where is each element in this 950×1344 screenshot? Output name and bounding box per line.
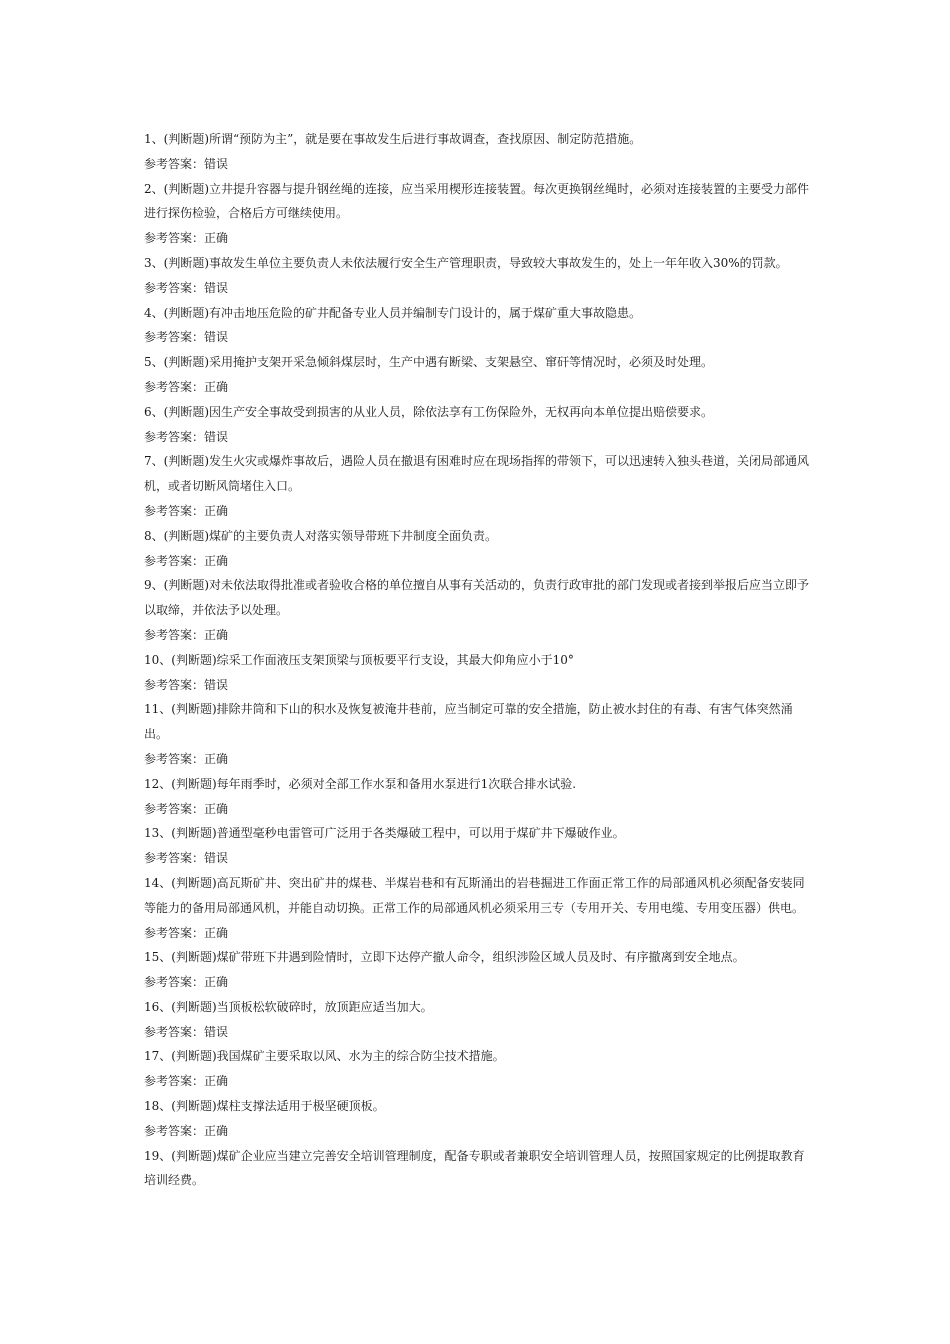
answer-line [144, 1020, 810, 1045]
answer-line [144, 276, 810, 301]
question-text: 1、(判断题)所谓“预防为主”，就是要在事故发生后进行事故调查，查找原因、制定防范措施。 [144, 132, 642, 146]
answer-prefix: 参考答案： [144, 553, 205, 568]
answer-value: 正确 [204, 925, 229, 940]
answer-value: 正确 [204, 503, 229, 518]
question-item [144, 350, 810, 400]
question-text: 15、(判断题)煤矿带班下井遇到险情时，立即下达停产撤人命令，组织涉险区域人员及时、有序撤离到安全地点。 [144, 950, 745, 965]
answer-line [144, 375, 810, 400]
answer-prefix: 参考答案： [144, 379, 205, 394]
answer-value: 正确 [204, 975, 229, 990]
answer-prefix: 参考答案： [144, 1074, 205, 1089]
answer-prefix: 参考答案： [144, 156, 205, 171]
answer-value: 错误 [204, 280, 229, 295]
answer-value: 错误 [204, 1024, 229, 1039]
answer-line [144, 970, 810, 995]
question-item [144, 1144, 810, 1194]
answer-prefix: 参考答案： [144, 330, 205, 345]
question-item [144, 648, 810, 698]
answer-line [144, 747, 810, 772]
question-item [144, 573, 810, 647]
answer-value: 错误 [204, 156, 229, 171]
question-text: 10、(判断题)综采工作面液压支架顶梁与顶板要平行支设，其最大仰角应小于10° [144, 652, 574, 667]
answer-value: 错误 [204, 330, 229, 345]
question-item [144, 400, 810, 450]
question-item [144, 1044, 810, 1094]
question-item [144, 995, 810, 1045]
question-text: 8、(判断题)煤矿的主要负责人对落实领导带班下井制度全面负责。 [144, 528, 498, 543]
question-item [144, 772, 810, 822]
answer-value: 正确 [204, 801, 229, 816]
question-text: 19、(判断题)煤矿企业应当建立完善安全培训管理制度，配备专职或者兼职安全培训管理人员，按照国家规定的比例提取教育培训经费。 [144, 1148, 805, 1188]
question-item [144, 524, 810, 574]
answer-prefix: 参考答案： [144, 280, 205, 295]
answer-prefix: 参考答案： [144, 751, 205, 766]
answer-line [144, 1119, 810, 1144]
answer-prefix: 参考答案： [144, 503, 205, 518]
answer-value: 正确 [204, 379, 229, 394]
answer-value: 正确 [204, 553, 229, 568]
answer-prefix: 参考答案： [144, 975, 205, 990]
answer-value: 错误 [204, 429, 229, 444]
question-text: 6、(判断题)因生产安全事故受到损害的从业人员，除依法享有工伤保险外，无权再向本单位提出赔偿要求。 [144, 404, 714, 419]
answer-line [144, 846, 810, 871]
question-text: 12、(判断题)每年雨季时，必须对全部工作水泵和备用水泵进行1次联合排水试验. [144, 776, 577, 791]
answer-value: 正确 [204, 1074, 229, 1089]
question-text: 17、(判断题)我国煤矿主要采取以风、水为主的综合防尘技术措施。 [144, 1049, 505, 1064]
answer-prefix: 参考答案： [144, 801, 205, 816]
answer-line [144, 921, 810, 946]
answer-line [144, 673, 810, 698]
answer-line [144, 226, 810, 251]
answer-value: 正确 [204, 1123, 229, 1138]
answer-line [144, 623, 810, 648]
answer-prefix: 参考答案： [144, 1123, 205, 1138]
question-item [144, 301, 810, 351]
answer-value: 错误 [204, 851, 229, 866]
answer-prefix: 参考答案： [144, 429, 205, 444]
answer-line [144, 325, 810, 350]
question-text: 11、(判断题)排除井筒和下山的积水及恢复被淹井巷前，应当制定可靠的安全措施，防止被水封住的有毒、有害气体突然涌出。 [144, 702, 793, 742]
answer-value: 正确 [204, 751, 229, 766]
answer-value: 正确 [204, 231, 229, 246]
question-item [144, 177, 810, 251]
answer-line [144, 797, 810, 822]
question-text: 5、(判断题)采用掩护支架开采急倾斜煤层时，生产中遇有断梁、支架悬空、窜矸等情况时，必须及时处理。 [144, 355, 714, 370]
answer-line [144, 499, 810, 524]
question-text: 7、(判断题)发生火灾或爆炸事故后，遇险人员在撤退有困难时应在现场指挥的带领下，可以迅速转入独头巷道，关闭局部通风机，或者切断风筒堵住入口。 [144, 454, 810, 494]
question-text: 16、(判断题)当顶板松软破碎时，放顶距应适当加大。 [144, 999, 433, 1014]
answer-prefix: 参考答案： [144, 925, 205, 940]
question-item [144, 251, 810, 301]
question-item [144, 1094, 810, 1144]
question-item [144, 871, 810, 945]
answer-line [144, 425, 810, 450]
answer-line [144, 152, 810, 177]
answer-prefix: 参考答案： [144, 1024, 205, 1039]
question-text: 3、(判断题)事故发生单位主要负责人未依法履行安全生产管理职责，导致较大事故发生的，处上一年年收入30%的罚款。 [144, 255, 788, 270]
answer-prefix: 参考答案： [144, 677, 205, 692]
question-text: 9、(判断题)对未依法取得批准或者验收合格的单位擅自从事有关活动的，负责行政审批的部门发现或者接到举报后应当立即予以取缔，并依法予以处理。 [144, 578, 810, 618]
question-item [144, 821, 810, 871]
answer-prefix: 参考答案： [144, 851, 205, 866]
document-body [144, 127, 810, 1193]
answer-prefix: 参考答案： [144, 231, 205, 246]
question-text: 13、(判断题)普通型毫秒电雷管可广泛用于各类爆破工程中，可以用于煤矿井下爆破作业。 [144, 826, 625, 841]
question-item [144, 127, 810, 177]
answer-value: 错误 [204, 677, 229, 692]
question-text: 14、(判断题)高瓦斯矿井、突出矿井的煤巷、半煤岩巷和有瓦斯涌出的岩巷掘进工作面正常工作的局部通风机必须配备安装同等能力的备用局部通风机，并能自动切换。正常工作的局部通风机必须采用三专（专用开关、专用电缆、专用变压器）供电。 [144, 875, 805, 915]
answer-prefix: 参考答案： [144, 627, 205, 642]
question-text: 2、(判断题)立井提升容器与提升钢丝绳的连接，应当采用楔形连接装置。每次更换钢丝绳时，必须对连接装置的主要受力部件进行探伤检验，合格后方可继续使用。 [144, 181, 810, 221]
answer-line [144, 549, 810, 574]
question-item [144, 449, 810, 523]
answer-line [144, 1069, 810, 1094]
answer-value: 正确 [204, 627, 229, 642]
question-item [144, 697, 810, 771]
question-text: 18、(判断题)煤柱支撑法适用于极坚硬顶板。 [144, 1099, 385, 1114]
question-text: 4、(判断题)有冲击地压危险的矿井配备专业人员并编制专门设计的，属于煤矿重大事故隐患。 [144, 305, 642, 320]
question-item [144, 945, 810, 995]
